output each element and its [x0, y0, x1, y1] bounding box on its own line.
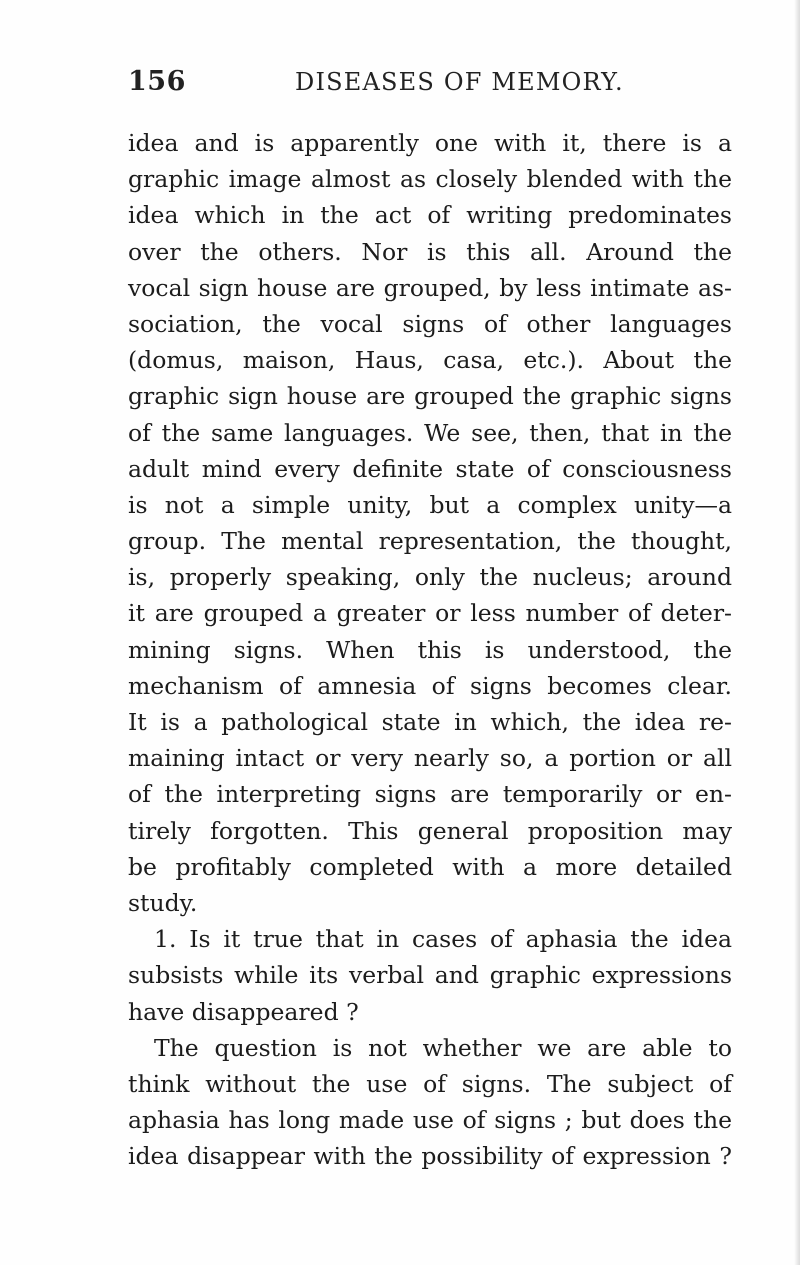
- text-line: of the interpreting signs are temporarily or en-: [128, 780, 732, 809]
- text-line: study.: [128, 888, 198, 917]
- text-line: be profitably completed with a more detailed: [128, 852, 732, 881]
- text-line: maining intact or very nearly so, a portion or all: [128, 744, 732, 773]
- text-line: idea and is apparently one with it, there is a: [128, 129, 732, 157]
- text-line: think without the use of signs. The subject of: [128, 1069, 732, 1098]
- text-line: subsists while its verbal and graphic expressions: [128, 961, 732, 990]
- text-line: over the others. Nor is this all. Around the: [128, 237, 732, 266]
- text-line: of the same languages. We see, then, that in the: [128, 418, 732, 447]
- text-line: group. The mental representation, the thought,: [128, 527, 732, 556]
- text-line: idea disappear with the possibility of expression ?: [128, 1142, 732, 1171]
- page-number: 156: [128, 66, 186, 97]
- text-line: it are grouped a greater or less number of deter-: [128, 599, 732, 628]
- text-line: adult mind every definite state of consciousness: [128, 454, 732, 483]
- text-line: tirely forgotten. This general proposition may: [128, 816, 732, 845]
- text-line: aphasia has long made use of signs ; but does the: [128, 1106, 732, 1135]
- running-title: DISEASES OF MEMORY.: [295, 68, 624, 96]
- text-line: mining signs. When this is understood, the: [128, 635, 732, 664]
- text-line: The question is not whether we are able to: [154, 1033, 732, 1062]
- text-line: sociation, the vocal signs of other languages: [128, 309, 732, 338]
- text-line: graphic sign house are grouped the graphic signs: [128, 382, 732, 411]
- text-line: mechanism of amnesia of signs becomes clear.: [128, 671, 732, 700]
- text-line: have disappeared ?: [128, 997, 359, 1026]
- body-text: [128, 125, 732, 1174]
- text-line: idea which in the act of writing predominates: [128, 201, 732, 230]
- page-edge-shadow: [794, 0, 800, 1265]
- text-line: is, properly speaking, only the nucleus; around: [128, 563, 732, 592]
- text-line: 1. Is it true that in cases of aphasia the idea: [154, 925, 732, 954]
- text-line: (domus, maison, Haus, casa, etc.). About the: [128, 346, 732, 375]
- text-line: is not a simple unity, but a complex unity—a: [128, 490, 732, 519]
- page-header: [128, 66, 728, 106]
- text-line: vocal sign house are grouped, by less intimate as-: [128, 273, 732, 302]
- text-line: It is a pathological state in which, the idea re-: [128, 708, 732, 736]
- text-line: graphic image almost as closely blended with the: [128, 165, 732, 194]
